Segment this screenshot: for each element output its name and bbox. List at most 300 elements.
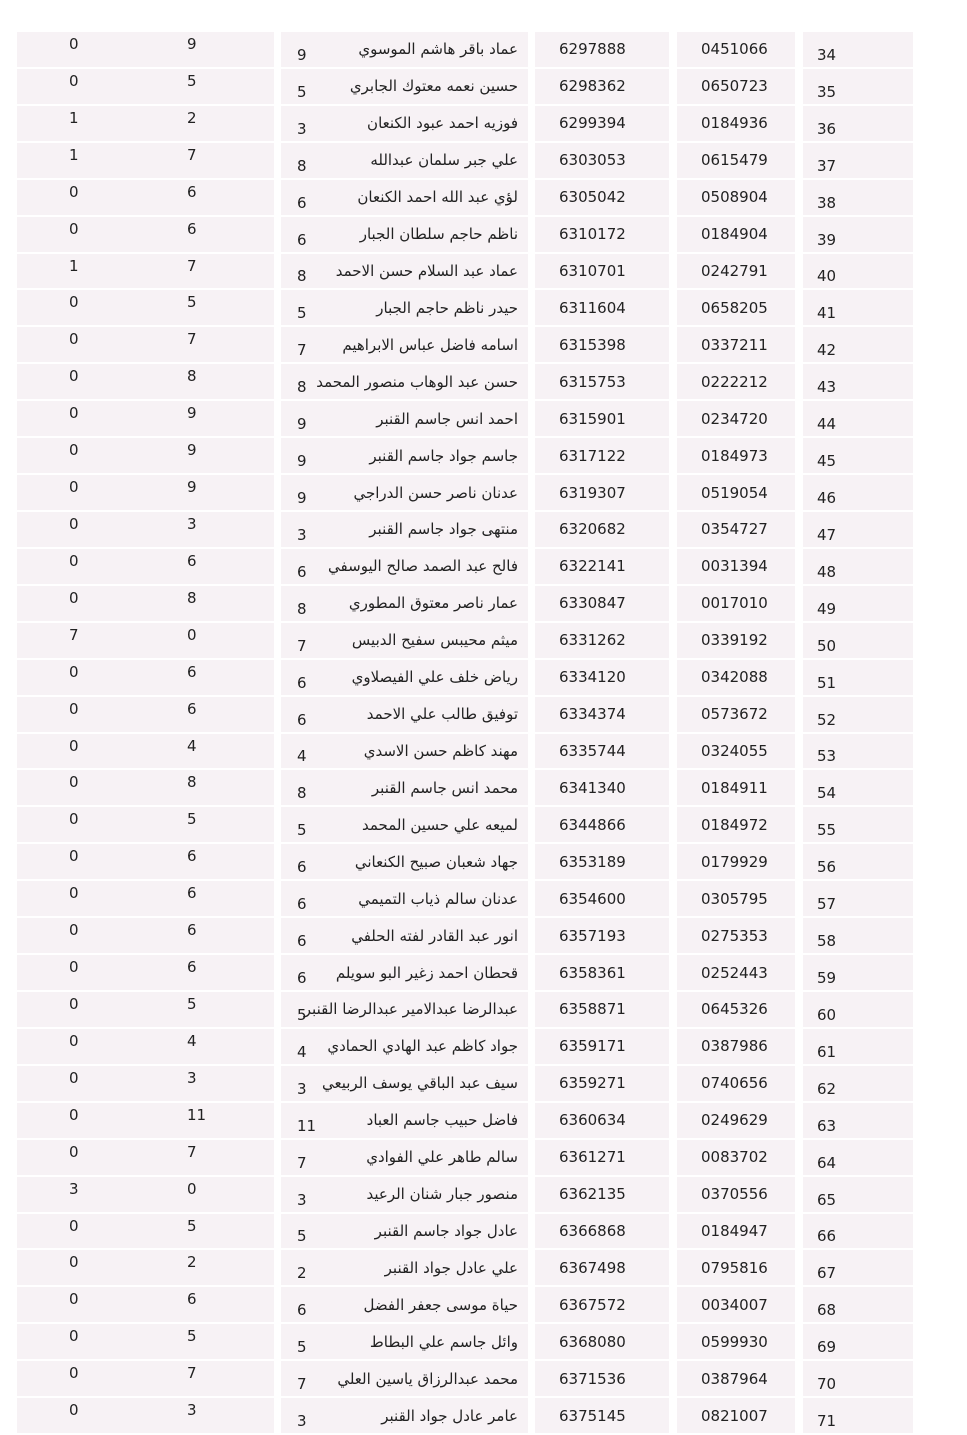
cell-name: احمد انس جاسم القنبر <box>336 400 528 437</box>
cell-a: 6 <box>139 696 274 733</box>
cell-sequence: 45 <box>803 437 913 474</box>
table-row <box>17 659 913 696</box>
cell-b: 0 <box>17 954 139 991</box>
records-sheet <box>17 30 913 1435</box>
cell-code: 0339192 <box>677 622 795 659</box>
cell-code: 0573672 <box>677 696 795 733</box>
cell-b: 0 <box>17 917 139 954</box>
cell-name: علي جبر سلمان عبدالله <box>336 142 528 179</box>
column-gap <box>669 1213 677 1250</box>
column-gap <box>669 769 677 806</box>
cell-code: 0184947 <box>677 1213 795 1250</box>
cell-total: 8 <box>281 769 336 806</box>
table-row <box>17 253 913 290</box>
column-gap <box>528 511 535 548</box>
cell-a: 6 <box>139 548 274 585</box>
cell-number: 6371536 <box>535 1360 669 1397</box>
column-gap <box>795 68 803 105</box>
cell-number: 6367572 <box>535 1286 669 1323</box>
cell-code: 0821007 <box>677 1397 795 1434</box>
cell-a: 6 <box>139 1286 274 1323</box>
cell-number: 6341340 <box>535 769 669 806</box>
cell-number: 6358361 <box>535 954 669 991</box>
column-gap <box>795 1176 803 1213</box>
cell-name: علي عادل جواد القنبر <box>336 1249 528 1286</box>
cell-a: 6 <box>139 179 274 216</box>
column-gap <box>669 1249 677 1286</box>
cell-total: 9 <box>281 474 336 511</box>
column-gap <box>795 105 803 142</box>
cell-sequence: 35 <box>803 68 913 105</box>
cell-number: 6319307 <box>535 474 669 511</box>
cell-name: عماد باقر هاشم الموسوي <box>336 31 528 68</box>
column-gap <box>528 142 535 179</box>
table-row <box>17 474 913 511</box>
cell-a: 4 <box>139 1028 274 1065</box>
cell-name: عبدالرضا عبدالامير عبدالرضا القنبر <box>336 991 528 1028</box>
cell-name: عادل جواد جاسم القنبر <box>336 1213 528 1250</box>
cell-code: 0795816 <box>677 1249 795 1286</box>
cell-total: 6 <box>281 696 336 733</box>
column-gap <box>669 585 677 622</box>
cell-code: 0658205 <box>677 289 795 326</box>
table-row <box>17 1028 913 1065</box>
column-gap <box>528 1397 535 1434</box>
cell-sequence: 42 <box>803 326 913 363</box>
column-gap <box>669 142 677 179</box>
cell-sequence: 69 <box>803 1323 913 1360</box>
cell-number: 6361271 <box>535 1139 669 1176</box>
column-gap <box>669 474 677 511</box>
column-gap <box>669 733 677 770</box>
column-gap <box>669 1176 677 1213</box>
cell-name: ميثم محيبس سفيح الدبيس <box>336 622 528 659</box>
cell-sequence: 36 <box>803 105 913 142</box>
column-gap <box>669 1065 677 1102</box>
cell-number: 6330847 <box>535 585 669 622</box>
column-gap <box>795 400 803 437</box>
cell-b: 0 <box>17 1397 139 1434</box>
table-row <box>17 1360 913 1397</box>
column-gap <box>528 253 535 290</box>
column-gap <box>669 622 677 659</box>
cell-sequence: 48 <box>803 548 913 585</box>
column-gap <box>669 31 677 68</box>
cell-name: جاسم جواد جاسم القنبر <box>336 437 528 474</box>
column-gap <box>795 991 803 1028</box>
cell-b: 0 <box>17 733 139 770</box>
table-row <box>17 548 913 585</box>
cell-b: 0 <box>17 326 139 363</box>
cell-b: 0 <box>17 437 139 474</box>
cell-a: 5 <box>139 1213 274 1250</box>
cell-number: 6299394 <box>535 105 669 142</box>
cell-a: 9 <box>139 474 274 511</box>
cell-a: 7 <box>139 1360 274 1397</box>
cell-total: 3 <box>281 105 336 142</box>
column-gap <box>274 105 281 142</box>
cell-a: 9 <box>139 31 274 68</box>
column-gap <box>795 622 803 659</box>
column-gap <box>528 1176 535 1213</box>
cell-sequence: 58 <box>803 917 913 954</box>
cell-number: 6334120 <box>535 659 669 696</box>
cell-b: 0 <box>17 1028 139 1065</box>
cell-code: 0017010 <box>677 585 795 622</box>
column-gap <box>274 806 281 843</box>
cell-a: 7 <box>139 142 274 179</box>
column-gap <box>669 400 677 437</box>
column-gap <box>669 216 677 253</box>
column-gap <box>528 585 535 622</box>
column-gap <box>274 548 281 585</box>
cell-total: 6 <box>281 548 336 585</box>
cell-code: 0242791 <box>677 253 795 290</box>
cell-name: عدنان سالم ذياب التميمي <box>336 880 528 917</box>
column-gap <box>274 769 281 806</box>
column-gap <box>528 1102 535 1139</box>
cell-code: 0740656 <box>677 1065 795 1102</box>
column-gap <box>669 917 677 954</box>
cell-sequence: 51 <box>803 659 913 696</box>
cell-a: 5 <box>139 806 274 843</box>
column-gap <box>669 1360 677 1397</box>
column-gap <box>528 991 535 1028</box>
table-row <box>17 622 913 659</box>
cell-code: 0354727 <box>677 511 795 548</box>
cell-b: 0 <box>17 400 139 437</box>
cell-a: 6 <box>139 659 274 696</box>
cell-code: 0337211 <box>677 326 795 363</box>
cell-total: 5 <box>281 1323 336 1360</box>
column-gap <box>528 769 535 806</box>
column-gap <box>528 880 535 917</box>
cell-code: 0599930 <box>677 1323 795 1360</box>
cell-a: 6 <box>139 843 274 880</box>
cell-number: 6322141 <box>535 548 669 585</box>
cell-sequence: 49 <box>803 585 913 622</box>
column-gap <box>669 363 677 400</box>
column-gap <box>795 289 803 326</box>
column-gap <box>669 548 677 585</box>
cell-total: 6 <box>281 880 336 917</box>
cell-total: 7 <box>281 326 336 363</box>
records-table-body <box>17 31 913 1434</box>
cell-a: 11 <box>139 1102 274 1139</box>
cell-sequence: 54 <box>803 769 913 806</box>
cell-total: 4 <box>281 1028 336 1065</box>
cell-b: 0 <box>17 1249 139 1286</box>
column-gap <box>274 585 281 622</box>
cell-total: 4 <box>281 733 336 770</box>
cell-a: 4 <box>139 733 274 770</box>
cell-name: محمد انس جاسم القنبر <box>336 769 528 806</box>
cell-a: 3 <box>139 511 274 548</box>
cell-b: 0 <box>17 696 139 733</box>
column-gap <box>795 548 803 585</box>
table-row <box>17 1065 913 1102</box>
cell-sequence: 64 <box>803 1139 913 1176</box>
column-gap <box>528 216 535 253</box>
column-gap <box>274 363 281 400</box>
cell-a: 8 <box>139 363 274 400</box>
cell-sequence: 47 <box>803 511 913 548</box>
cell-name: لؤي عبد الله احمد الكنعان <box>336 179 528 216</box>
cell-a: 9 <box>139 400 274 437</box>
cell-total: 9 <box>281 400 336 437</box>
column-gap <box>274 142 281 179</box>
column-gap <box>795 917 803 954</box>
column-gap <box>669 326 677 363</box>
cell-name: انور عبد القادر لفته الحلفي <box>336 917 528 954</box>
column-gap <box>274 216 281 253</box>
cell-code: 0234720 <box>677 400 795 437</box>
cell-b: 0 <box>17 511 139 548</box>
table-row <box>17 954 913 991</box>
cell-b: 0 <box>17 806 139 843</box>
column-gap <box>528 1323 535 1360</box>
table-row <box>17 289 913 326</box>
column-gap <box>795 1028 803 1065</box>
column-gap <box>528 474 535 511</box>
column-gap <box>669 806 677 843</box>
column-gap <box>528 1286 535 1323</box>
cell-a: 6 <box>139 880 274 917</box>
table-row <box>17 1397 913 1434</box>
cell-sequence: 59 <box>803 954 913 991</box>
cell-number: 6358871 <box>535 991 669 1028</box>
cell-total: 9 <box>281 31 336 68</box>
column-gap <box>274 1249 281 1286</box>
table-row <box>17 400 913 437</box>
column-gap <box>528 696 535 733</box>
cell-name: لميعه علي حسين المحمد <box>336 806 528 843</box>
cell-sequence: 56 <box>803 843 913 880</box>
cell-number: 6360634 <box>535 1102 669 1139</box>
cell-b: 0 <box>17 769 139 806</box>
cell-code: 0252443 <box>677 954 795 991</box>
cell-total: 6 <box>281 179 336 216</box>
cell-sequence: 41 <box>803 289 913 326</box>
cell-b: 0 <box>17 991 139 1028</box>
cell-name: رياض خلف علي الفيصلاوي <box>336 659 528 696</box>
table-row <box>17 1213 913 1250</box>
table-row <box>17 733 913 770</box>
cell-number: 6375145 <box>535 1397 669 1434</box>
column-gap <box>528 363 535 400</box>
column-gap <box>274 880 281 917</box>
column-gap <box>274 474 281 511</box>
cell-b: 0 <box>17 659 139 696</box>
cell-b: 0 <box>17 216 139 253</box>
cell-b: 0 <box>17 585 139 622</box>
column-gap <box>669 1102 677 1139</box>
column-gap <box>528 289 535 326</box>
column-gap <box>669 1397 677 1434</box>
cell-number: 6366868 <box>535 1213 669 1250</box>
cell-a: 5 <box>139 991 274 1028</box>
cell-a: 5 <box>139 68 274 105</box>
cell-total: 2 <box>281 1249 336 1286</box>
column-gap <box>274 437 281 474</box>
column-gap <box>795 1139 803 1176</box>
column-gap <box>274 843 281 880</box>
column-gap <box>669 659 677 696</box>
cell-code: 0184972 <box>677 806 795 843</box>
cell-code: 0342088 <box>677 659 795 696</box>
cell-a: 7 <box>139 326 274 363</box>
cell-a: 6 <box>139 917 274 954</box>
cell-code: 0508904 <box>677 179 795 216</box>
cell-name: سالم طاهر علي الفوادي <box>336 1139 528 1176</box>
cell-sequence: 38 <box>803 179 913 216</box>
cell-number: 6354600 <box>535 880 669 917</box>
column-gap <box>528 105 535 142</box>
column-gap <box>528 1028 535 1065</box>
table-row <box>17 880 913 917</box>
cell-sequence: 37 <box>803 142 913 179</box>
table-row <box>17 1102 913 1139</box>
records-table <box>17 30 913 1435</box>
cell-code: 0184911 <box>677 769 795 806</box>
cell-a: 8 <box>139 585 274 622</box>
cell-code: 0184973 <box>677 437 795 474</box>
cell-total: 5 <box>281 806 336 843</box>
column-gap <box>274 1139 281 1176</box>
column-gap <box>528 548 535 585</box>
cell-number: 6315398 <box>535 326 669 363</box>
column-gap <box>274 253 281 290</box>
column-gap <box>274 511 281 548</box>
cell-sequence: 52 <box>803 696 913 733</box>
cell-number: 6357193 <box>535 917 669 954</box>
column-gap <box>669 289 677 326</box>
cell-code: 0034007 <box>677 1286 795 1323</box>
cell-name: توفيق طالب علي الاحمد <box>336 696 528 733</box>
cell-name: منتهى جواد جاسم القنبر <box>336 511 528 548</box>
cell-total: 3 <box>281 511 336 548</box>
cell-b: 1 <box>17 253 139 290</box>
table-row <box>17 363 913 400</box>
column-gap <box>274 400 281 437</box>
column-gap <box>669 1028 677 1065</box>
cell-name: عامر عادل جواد القنبر <box>336 1397 528 1434</box>
cell-total: 3 <box>281 1176 336 1213</box>
column-gap <box>669 68 677 105</box>
column-gap <box>669 696 677 733</box>
column-gap <box>669 1139 677 1176</box>
cell-a: 7 <box>139 253 274 290</box>
column-gap <box>528 843 535 880</box>
column-gap <box>795 216 803 253</box>
cell-a: 6 <box>139 954 274 991</box>
column-gap <box>274 733 281 770</box>
column-gap <box>795 1249 803 1286</box>
cell-total: 7 <box>281 1360 336 1397</box>
column-gap <box>669 179 677 216</box>
cell-name: منصور جبار شنان الرعيد <box>336 1176 528 1213</box>
cell-code: 0184904 <box>677 216 795 253</box>
column-gap <box>795 1286 803 1323</box>
cell-total: 8 <box>281 253 336 290</box>
table-row <box>17 179 913 216</box>
cell-code: 0387986 <box>677 1028 795 1065</box>
column-gap <box>274 917 281 954</box>
cell-number: 6359171 <box>535 1028 669 1065</box>
cell-total: 7 <box>281 1139 336 1176</box>
cell-b: 0 <box>17 363 139 400</box>
cell-total: 6 <box>281 843 336 880</box>
cell-total: 5 <box>281 289 336 326</box>
cell-name: وائل جاسم علي البطاط <box>336 1323 528 1360</box>
cell-b: 0 <box>17 1102 139 1139</box>
column-gap <box>528 806 535 843</box>
cell-code: 0645326 <box>677 991 795 1028</box>
cell-sequence: 50 <box>803 622 913 659</box>
column-gap <box>528 1139 535 1176</box>
cell-total: 5 <box>281 991 336 1028</box>
cell-number: 6331262 <box>535 622 669 659</box>
cell-number: 6298362 <box>535 68 669 105</box>
table-row <box>17 68 913 105</box>
cell-total: 8 <box>281 363 336 400</box>
table-row <box>17 142 913 179</box>
column-gap <box>274 1028 281 1065</box>
table-row <box>17 1286 913 1323</box>
table-row <box>17 511 913 548</box>
cell-number: 6310701 <box>535 253 669 290</box>
cell-number: 6297888 <box>535 31 669 68</box>
column-gap <box>528 1360 535 1397</box>
column-gap <box>669 843 677 880</box>
cell-number: 6315753 <box>535 363 669 400</box>
cell-b: 0 <box>17 1360 139 1397</box>
cell-total: 6 <box>281 1286 336 1323</box>
cell-total: 6 <box>281 216 336 253</box>
cell-sequence: 62 <box>803 1065 913 1102</box>
column-gap <box>669 954 677 991</box>
column-gap <box>795 696 803 733</box>
column-gap <box>795 511 803 548</box>
cell-name: ناظم حاجم سلطان الجبار <box>336 216 528 253</box>
cell-b: 0 <box>17 179 139 216</box>
column-gap <box>274 1286 281 1323</box>
cell-total: 8 <box>281 585 336 622</box>
table-row <box>17 105 913 142</box>
cell-code: 0615479 <box>677 142 795 179</box>
cell-a: 0 <box>139 1176 274 1213</box>
cell-code: 0650723 <box>677 68 795 105</box>
table-row <box>17 843 913 880</box>
column-gap <box>274 326 281 363</box>
cell-sequence: 44 <box>803 400 913 437</box>
cell-b: 0 <box>17 880 139 917</box>
cell-b: 0 <box>17 843 139 880</box>
column-gap <box>528 917 535 954</box>
cell-number: 6353189 <box>535 843 669 880</box>
table-row <box>17 769 913 806</box>
table-row <box>17 917 913 954</box>
cell-name: مهند كاظم حسن الاسدي <box>336 733 528 770</box>
cell-name: فالح عبد الصمد صالح اليوسفي <box>336 548 528 585</box>
column-gap <box>795 1360 803 1397</box>
cell-a: 2 <box>139 1249 274 1286</box>
cell-sequence: 43 <box>803 363 913 400</box>
column-gap <box>795 1213 803 1250</box>
column-gap <box>528 622 535 659</box>
column-gap <box>795 326 803 363</box>
column-gap <box>795 1102 803 1139</box>
